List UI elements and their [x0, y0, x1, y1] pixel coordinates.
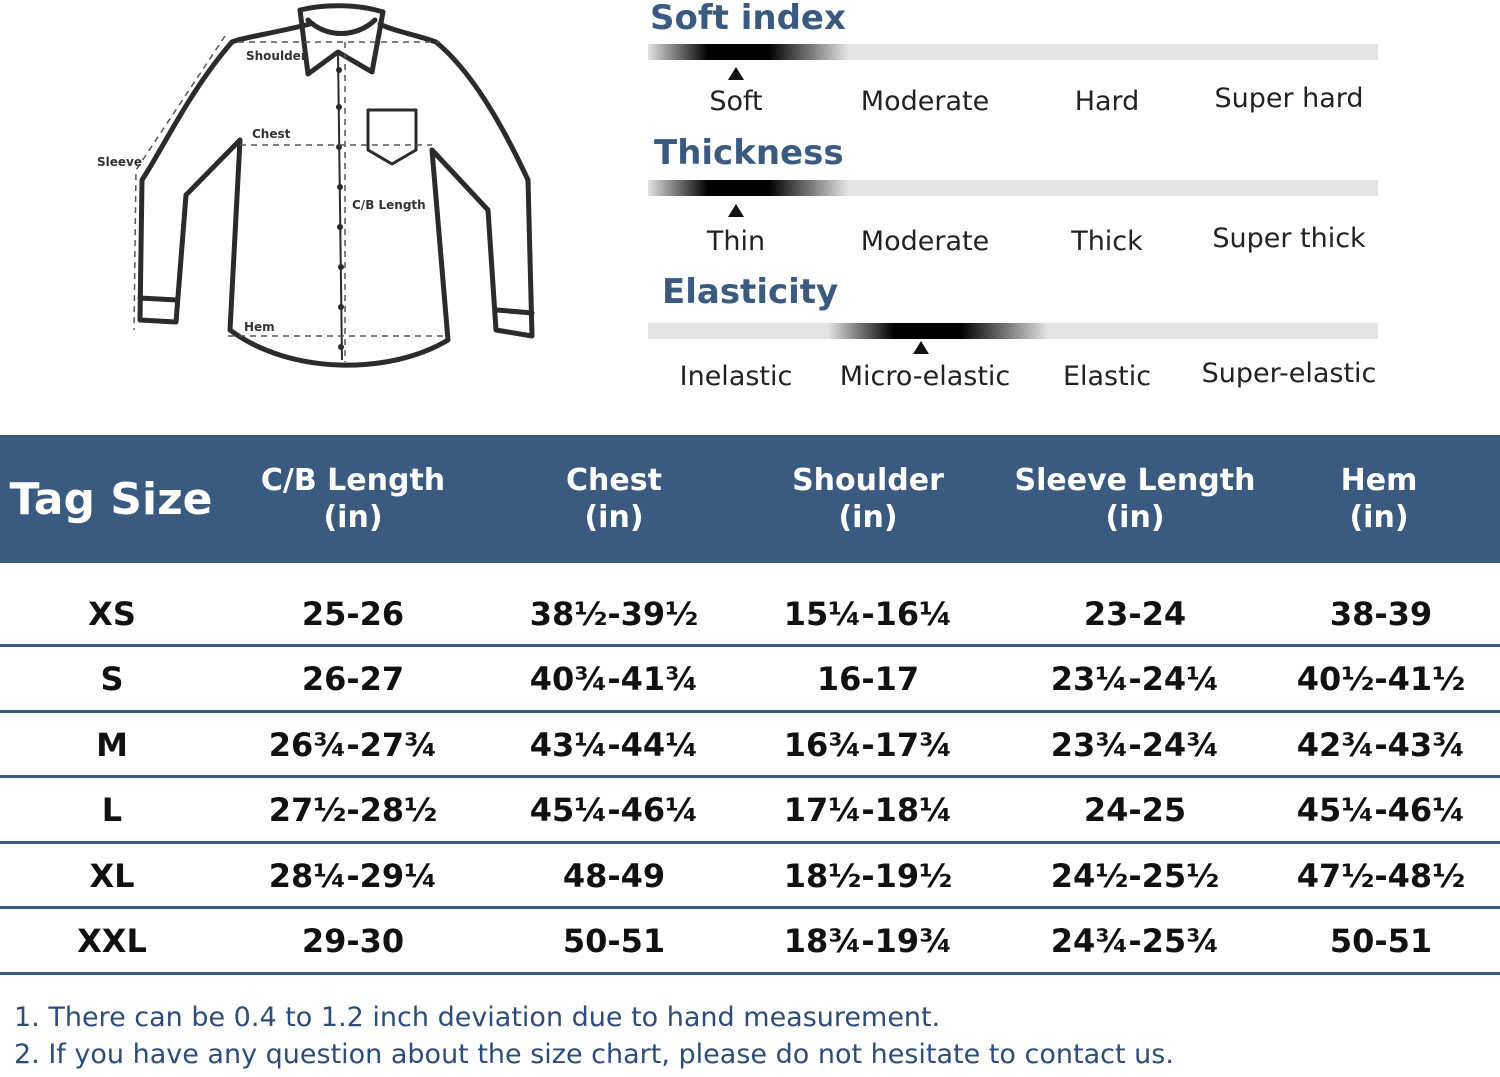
thickness-label-moderate: Moderate — [860, 226, 990, 257]
elasticity-label-elastic: Elastic — [1062, 361, 1152, 392]
note-contact: 2. If you have any question about the size chart, please do not hesitate to contact us. — [14, 1039, 1174, 1070]
chest-label: Chest — [252, 127, 291, 141]
thickness-highlight — [648, 180, 848, 196]
table-cell: 48-49 — [562, 856, 666, 895]
table-row — [0, 713, 1500, 776]
elasticity-label-inelastic: Inelastic — [679, 361, 793, 392]
table-cell: 45¼-46¼ — [529, 791, 699, 829]
table-cell: 24½-25½ — [1050, 856, 1220, 895]
thickness-title: Thickness — [654, 133, 844, 173]
size-cell: XXL — [77, 922, 147, 960]
table-row — [0, 910, 1500, 973]
table-cell: 26¾-27¾ — [268, 725, 438, 764]
table-cell: 27½-28½ — [268, 791, 438, 829]
thickness-bar — [648, 180, 1378, 196]
elasticity-bar — [648, 323, 1378, 339]
elasticity-highlight — [828, 323, 1048, 339]
table-cell: 15¼-16¼ — [783, 594, 953, 633]
table-cell: 40½-41½ — [1296, 660, 1466, 698]
elasticity-label-super-elastic: Super-elastic — [1201, 358, 1377, 389]
table-cell: 23¼-24¼ — [1050, 660, 1220, 698]
size-cell: M — [96, 725, 128, 764]
soft-index-bar — [648, 44, 1378, 60]
thickness-label-thin: Thin — [706, 226, 766, 257]
soft-index-label-super-hard: Super hard — [1214, 83, 1364, 114]
header-hem: Hem (in) — [1340, 463, 1418, 535]
elasticity-title: Elasticity — [662, 272, 839, 312]
cb-length-label: C/B Length — [352, 198, 426, 212]
table-cell: 28¼-29¼ — [268, 856, 438, 895]
soft-index-label-hard: Hard — [1074, 86, 1140, 117]
table-cell: 29-30 — [301, 922, 405, 960]
table-cell: 17¼-18¼ — [783, 791, 953, 829]
table-cell: 38-39 — [1329, 594, 1433, 633]
elasticity-marker-icon — [913, 341, 929, 354]
table-cell: 45¼-46¼ — [1296, 791, 1466, 829]
table-cell: 26-27 — [301, 660, 405, 698]
table-cell: 40¾-41¾ — [529, 660, 699, 698]
row-divider — [0, 972, 1500, 975]
shoulder-label: Shoulder — [246, 49, 307, 63]
thickness-label-thick: Thick — [1071, 226, 1143, 257]
table-cell: 50-51 — [562, 922, 666, 960]
header-chest: Chest (in) — [566, 463, 662, 535]
table-cell: 18½-19½ — [783, 856, 953, 895]
hem-label: Hem — [244, 320, 275, 334]
header-cb-length: C/B Length (in) — [260, 463, 446, 535]
soft-index-label-moderate: Moderate — [860, 86, 990, 117]
soft-index-title: Soft index — [650, 0, 846, 38]
soft-index-highlight — [648, 44, 848, 60]
table-cell: 50-51 — [1329, 922, 1433, 960]
thickness-label-super-thick: Super thick — [1212, 223, 1366, 254]
header-tag-size: Tag Size — [9, 473, 213, 525]
soft-index-marker-icon — [728, 67, 744, 80]
shirt-outline-icon — [80, 0, 550, 380]
table-cell: 42¾-43¾ — [1296, 725, 1466, 764]
elasticity-label-micro-elastic: Micro-elastic — [839, 361, 1011, 392]
header-shoulder: Shoulder (in) — [792, 463, 944, 535]
table-cell: 25-26 — [301, 594, 405, 633]
table-row — [0, 779, 1500, 842]
table-cell: 43¼-44¼ — [529, 725, 699, 764]
table-cell: 24¾-25¾ — [1050, 922, 1220, 960]
table-row — [0, 648, 1500, 711]
note-deviation: 1. There can be 0.4 to 1.2 inch deviation due to hand measurement. — [14, 1002, 941, 1033]
header-sleeve-length: Sleeve Length (in) — [1014, 463, 1256, 535]
size-cell: L — [101, 791, 123, 829]
size-cell: S — [100, 660, 124, 698]
table-cell: 18¾-19¾ — [783, 922, 953, 960]
sleeve-label: Sleeve — [97, 155, 142, 169]
table-row — [0, 844, 1500, 907]
table-cell: 23-24 — [1083, 594, 1187, 633]
table-row — [0, 582, 1500, 645]
size-cell: XS — [88, 594, 136, 633]
table-cell: 38½-39½ — [529, 594, 699, 633]
size-cell: XL — [89, 856, 135, 895]
table-header — [0, 435, 1500, 563]
table-cell: 16-17 — [816, 660, 920, 698]
table-cell: 16¾-17¾ — [783, 725, 953, 764]
shirt-diagram — [80, 0, 550, 380]
table-cell: 47½-48½ — [1296, 856, 1466, 895]
soft-index-label-soft: Soft — [709, 86, 763, 117]
thickness-marker-icon — [728, 204, 744, 217]
table-cell: 23¾-24¾ — [1050, 725, 1220, 764]
table-cell: 24-25 — [1083, 791, 1187, 829]
